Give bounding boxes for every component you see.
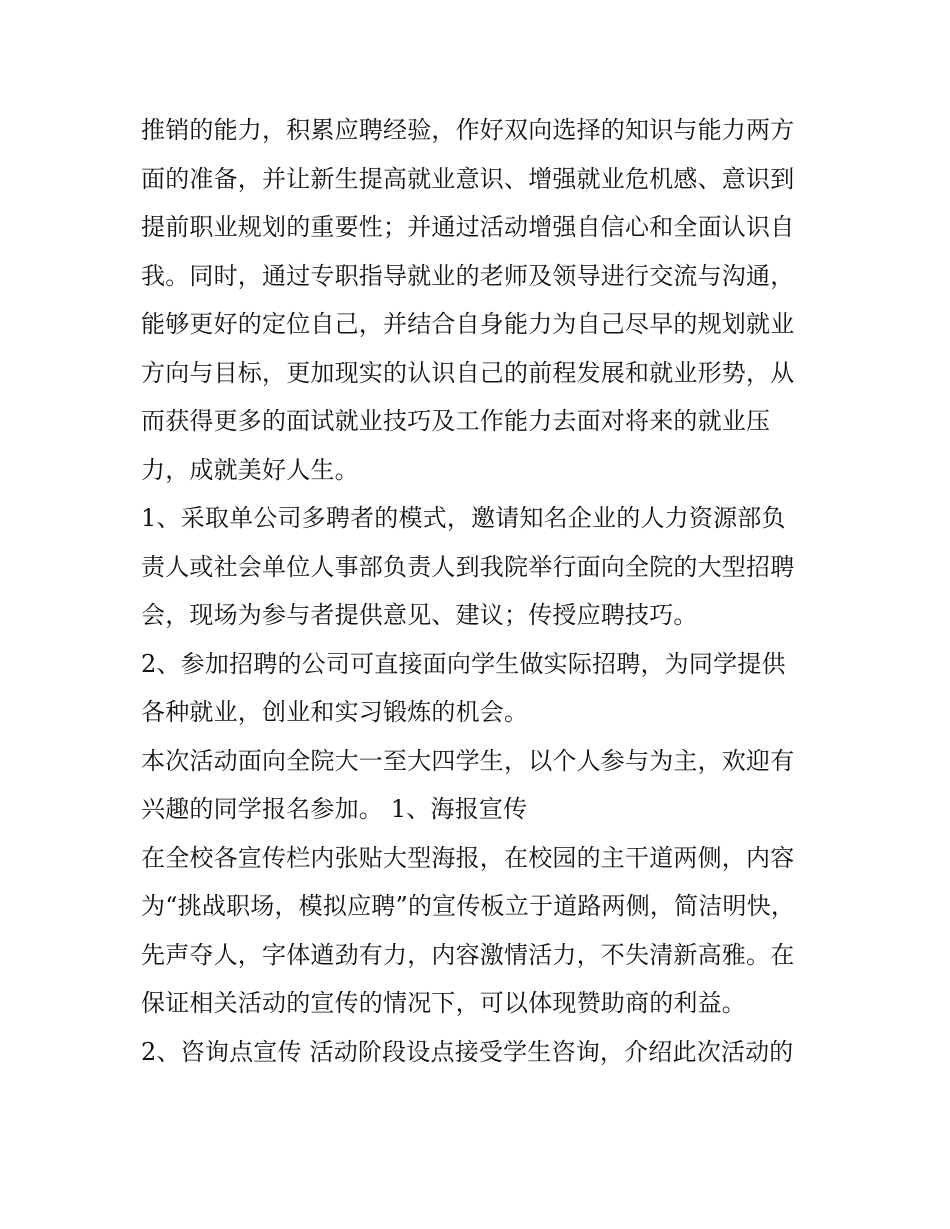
text-line: 先声夺人，字体遒劲有力，内容激情活力，不失清新高雅。在	[141, 940, 795, 969]
text-line: 保证相关活动的宣传的情况下，可以体现赞助商的利益。	[141, 989, 746, 1017]
list-item: 2、参加招聘的公司可直接面向学生做实际招聘，为同学提供	[141, 649, 786, 678]
text-line: 力，成就美好人生。	[141, 455, 359, 484]
document-body	[141, 106, 816, 1076]
text-line: 本次活动面向全院大一至大四学生，以个人参与为主，欢迎有	[141, 746, 795, 775]
text-line: 各种就业，创业和实习锻炼的机会。	[141, 698, 529, 726]
text-line: 兴趣的同学报名参加。 1、海报宣传	[141, 795, 528, 823]
list-item: 1、采取单公司多聘者的模式，邀请知名企业的人力资源部负	[141, 504, 786, 532]
text-line: 面的准备，并让新生提高就业意识、增强就业危机感、意识到	[141, 164, 795, 193]
text-line: 能够更好的定位自己，并结合自身能力为自己尽早的规划就业	[141, 310, 795, 338]
text-line: 而获得更多的面试就业技巧及工作能力去面对将来的就业压	[141, 407, 771, 435]
list-item: 2、咨询点宣传 活动阶段设点接受学生咨询，介绍此次活动的	[141, 1037, 794, 1066]
text-line: 为“挑战职场，模拟应聘”的宣传板立于道路两侧，简洁明快，	[141, 892, 796, 920]
text-line: 在全校各宣传栏内张贴大型海报，在校园的主干道两侧，内容	[141, 843, 795, 872]
text-line: 责人或社会单位人事部负责人到我院举行面向全院的大型招聘	[141, 552, 795, 581]
text-line: 提前职业规划的重要性；并通过活动增强自信心和全面认识自	[141, 213, 795, 241]
text-line: 会，现场为参与者提供意见、建议；传授应聘技巧。	[141, 601, 698, 629]
text-line: 推销的能力，积累应聘经验，作好双向选择的知识与能力两方	[141, 116, 795, 144]
text-line: 方向与目标，更加现实的认识自己的前程发展和就业形势，从	[141, 358, 795, 387]
text-line: 我。同时，通过专职指导就业的老师及领导进行交流与沟通，	[141, 261, 795, 290]
